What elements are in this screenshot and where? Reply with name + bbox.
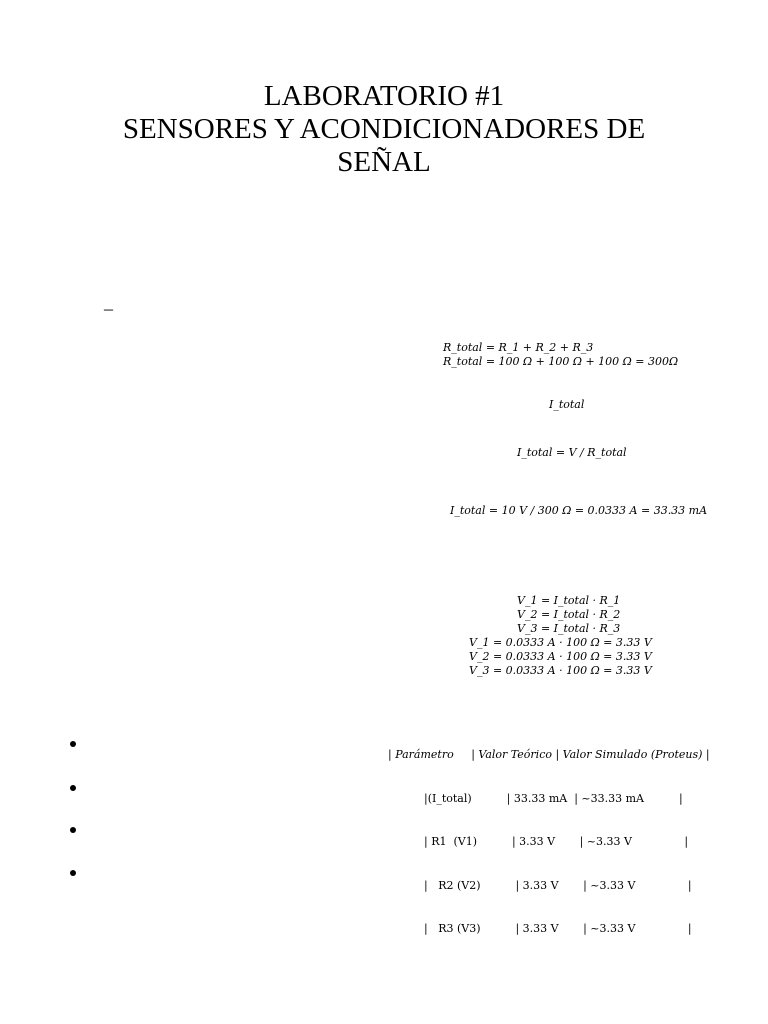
bullet-marker: [70, 827, 76, 833]
v2-value: [469, 650, 652, 664]
v3-formula-text: V_3 = I_total · R_3: [517, 622, 621, 635]
v2-formula: [517, 608, 620, 622]
table-header: | Parámetro | Valor Teórico | Valor Simulado (Proteus) |: [388, 748, 710, 761]
itotal-values: [450, 504, 707, 518]
document-title: [0, 80, 768, 179]
v1-formula-text: V_1 = I_total · R_1: [517, 594, 621, 607]
table-row: | R2 (V2) | 3.33 V | ~3.33 V |: [424, 878, 692, 892]
table-row: | R1 (V1) | 3.33 V | ~3.33 V |: [424, 835, 689, 848]
dash-mark: _: [104, 292, 113, 312]
itotal-formula: [517, 446, 627, 460]
title-line-2: SENSORES Y ACONDICIONADORES DE: [122, 113, 646, 145]
itotal-label-text: I_total: [549, 398, 585, 411]
v3-value: [469, 664, 652, 678]
bullet-marker: [70, 870, 76, 876]
v3-formula: [517, 622, 620, 636]
title-line-1: LABORATORIO #1: [263, 80, 505, 112]
v1-value: [469, 636, 652, 650]
itotal-formula-text: I_total = V / R_total: [517, 446, 627, 459]
v1-formula: [517, 594, 620, 608]
v3-value-text: V_3 = 0.0333 A · 100 Ω = 3.33 V: [469, 664, 652, 677]
title-line-3: SEÑAL: [337, 146, 431, 178]
v2-formula-text: V_2 = I_total · R_2: [517, 608, 621, 621]
rtotal-formula: [443, 341, 593, 355]
v2-value-text: V_2 = 0.0333 A · 100 Ω = 3.33 V: [469, 650, 652, 663]
rtotal-formula-text: R_total = R_1 + R_2 + R_3: [443, 341, 594, 354]
results-table: [388, 719, 710, 951]
table-row: | R3 (V3) | 3.33 V | ~3.33 V |: [424, 922, 692, 935]
v1-value-text: V_1 = 0.0333 A · 100 Ω = 3.33 V: [469, 636, 652, 649]
rtotal-values: [443, 355, 678, 369]
bullet-marker: [70, 785, 76, 791]
itotal-label: [549, 398, 584, 412]
rtotal-values-text: R_total = 100 Ω + 100 Ω + 100 Ω = 300Ω: [443, 355, 679, 368]
bullet-marker: [70, 741, 76, 747]
itotal-values-text: I_total = 10 V / 300 Ω = 0.0333 A = 33.33 mA: [450, 504, 708, 517]
table-row: |(I_total) | 33.33 mA | ~33.33 mA |: [424, 791, 683, 805]
